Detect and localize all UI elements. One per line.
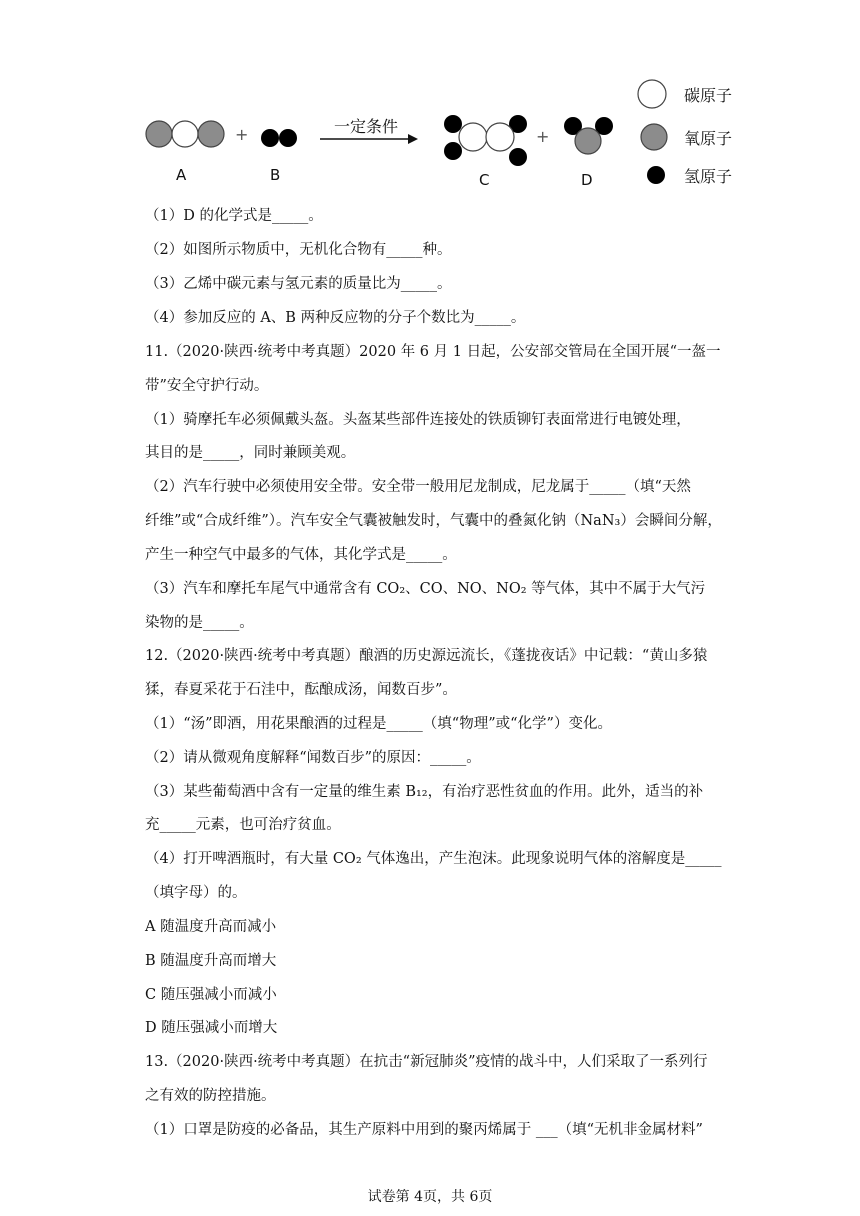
- molecule-d: [564, 117, 613, 154]
- plus-sign: +: [235, 125, 249, 144]
- q10-sub4: （4）参加反应的 A、B 两种反应物的分子个数比为_____。: [145, 310, 526, 326]
- q12-sub4-line1: （4）打开啤酒瓶时，有大量 CO₂ 气体逸出，产生泡沫。此现象说明气体的溶解度是_____: [145, 851, 722, 867]
- q11-sub3-line1: （3）汽车和摩托车尾气中通常含有 CO₂、CO、NO、NO₂ 等气体，其中不属于大气污: [145, 581, 706, 597]
- option-d: D 随压强减小而增大: [145, 1020, 278, 1036]
- oxygen-atom: [198, 121, 224, 147]
- legend-oxygen-label: 氧原子: [684, 129, 733, 148]
- page-footer: 试卷第 4页，共 6页: [367, 1189, 493, 1205]
- option-c: C 随压强减小而减小: [145, 987, 277, 1003]
- option-b: B 随温度升高而增大: [145, 953, 277, 969]
- arrow-label: 一定条件: [334, 117, 399, 136]
- oxygen-atom: [146, 121, 172, 147]
- q10-sub1: （1）D 的化学式是_____。: [145, 208, 323, 224]
- label-b: B: [270, 166, 281, 184]
- q13-sub1: （1）口罩是防疫的必备品，其生产原料中用到的聚丙烯属于 ___（填“无机非金属材料”: [145, 1122, 703, 1138]
- label-c: C: [479, 171, 490, 189]
- oxygen-atom: [575, 128, 601, 154]
- q11-sub2-line2: 纤维”或“合成纤维”）。汽车安全气囊被触发时，气囊中的叠氮化钠（NaN₃）会瞬间分解，: [145, 513, 722, 529]
- molecule-a: [146, 121, 224, 147]
- option-a: A 随温度升高而减小: [145, 919, 277, 935]
- q11-sub2-line3: 产生一种空气中最多的气体，其化学式是_____。: [145, 547, 457, 563]
- plus-sign: +: [536, 127, 550, 146]
- q10-sub3: （3）乙烯中碳元素与氢元素的质量比为_____。: [145, 276, 452, 292]
- q12-sub4-line2: （填字母）的。: [145, 885, 247, 901]
- legend-hydrogen-label: 氢原子: [684, 167, 733, 186]
- carbon-atom: [172, 121, 198, 147]
- hydrogen-atom: [444, 115, 462, 133]
- label-a: A: [176, 166, 187, 184]
- legend-carbon-label: 碳原子: [684, 86, 733, 105]
- q11-sub2-line1: （2）汽车行驶中必须使用安全带。安全带一般用尼龙制成，尼龙属于_____（填“天然: [145, 479, 691, 495]
- q13-stem-line1: 13.（2020·陕西·统考中考真题）在抗击“新冠肺炎”疫情的战斗中，人们采取了一系列行: [145, 1054, 708, 1070]
- carbon-atom: [486, 123, 514, 151]
- q12-sub3-line1: （3）某些葡萄酒中含有一定量的维生素 B₁₂，有治疗恶性贫血的作用。此外，适当的补: [145, 784, 704, 800]
- q12-sub3-line2: 充_____元素，也可治疗贫血。: [145, 817, 341, 833]
- q11-stem-line2: 带”安全守护行动。: [145, 378, 269, 394]
- hydrogen-atom: [509, 148, 527, 166]
- q12-sub1: （1）“汤”即酒，用花果酿酒的过程是_____（填“物理”或“化学”）变化。: [145, 716, 612, 732]
- hydrogen-atom: [444, 142, 462, 160]
- legend: [638, 80, 732, 186]
- q11-sub3-line2: 染物的是_____。: [145, 615, 254, 631]
- q10-sub2: （2）如图所示物质中，无机化合物有_____种。: [145, 242, 452, 258]
- q12-stem-line2: 猱，春夏采花于石洼中，酝酿成汤，闻数百步”。: [145, 682, 457, 698]
- q13-stem-line2: 之有效的防控措施。: [145, 1088, 276, 1104]
- hydrogen-atom: [279, 129, 297, 147]
- hydrogen-atom: [261, 129, 279, 147]
- legend-carbon-icon: [638, 80, 666, 108]
- q11-sub1-line2: 其目的是_____，同时兼顾美观。: [145, 445, 356, 461]
- molecule-b: [261, 129, 297, 147]
- carbon-atom: [459, 123, 487, 151]
- legend-hydrogen-icon: [647, 166, 665, 184]
- q11-stem-line1: 11.（2020·陕西·统考中考真题）2020 年 6 月 1 日起，公安部交管局在全国开展“一盔一: [145, 344, 721, 360]
- reaction-diagram: [0, 0, 860, 200]
- q12-stem-line1: 12.（2020·陕西·统考中考真题）酿酒的历史源远流长，《蓬拢夜话》中记载：“黄山多猿: [145, 648, 708, 664]
- label-d: D: [581, 171, 593, 189]
- molecule-c: [444, 115, 527, 166]
- q12-sub2: （2）请从微观角度解释“闻数百步”的原因：_____。: [145, 750, 481, 766]
- legend-oxygen-icon: [641, 124, 667, 150]
- q11-sub1-line1: （1）骑摩托车必须佩戴头盔。头盔某些部件连接处的铁质铆钉表面常进行电镀处理，: [145, 412, 691, 428]
